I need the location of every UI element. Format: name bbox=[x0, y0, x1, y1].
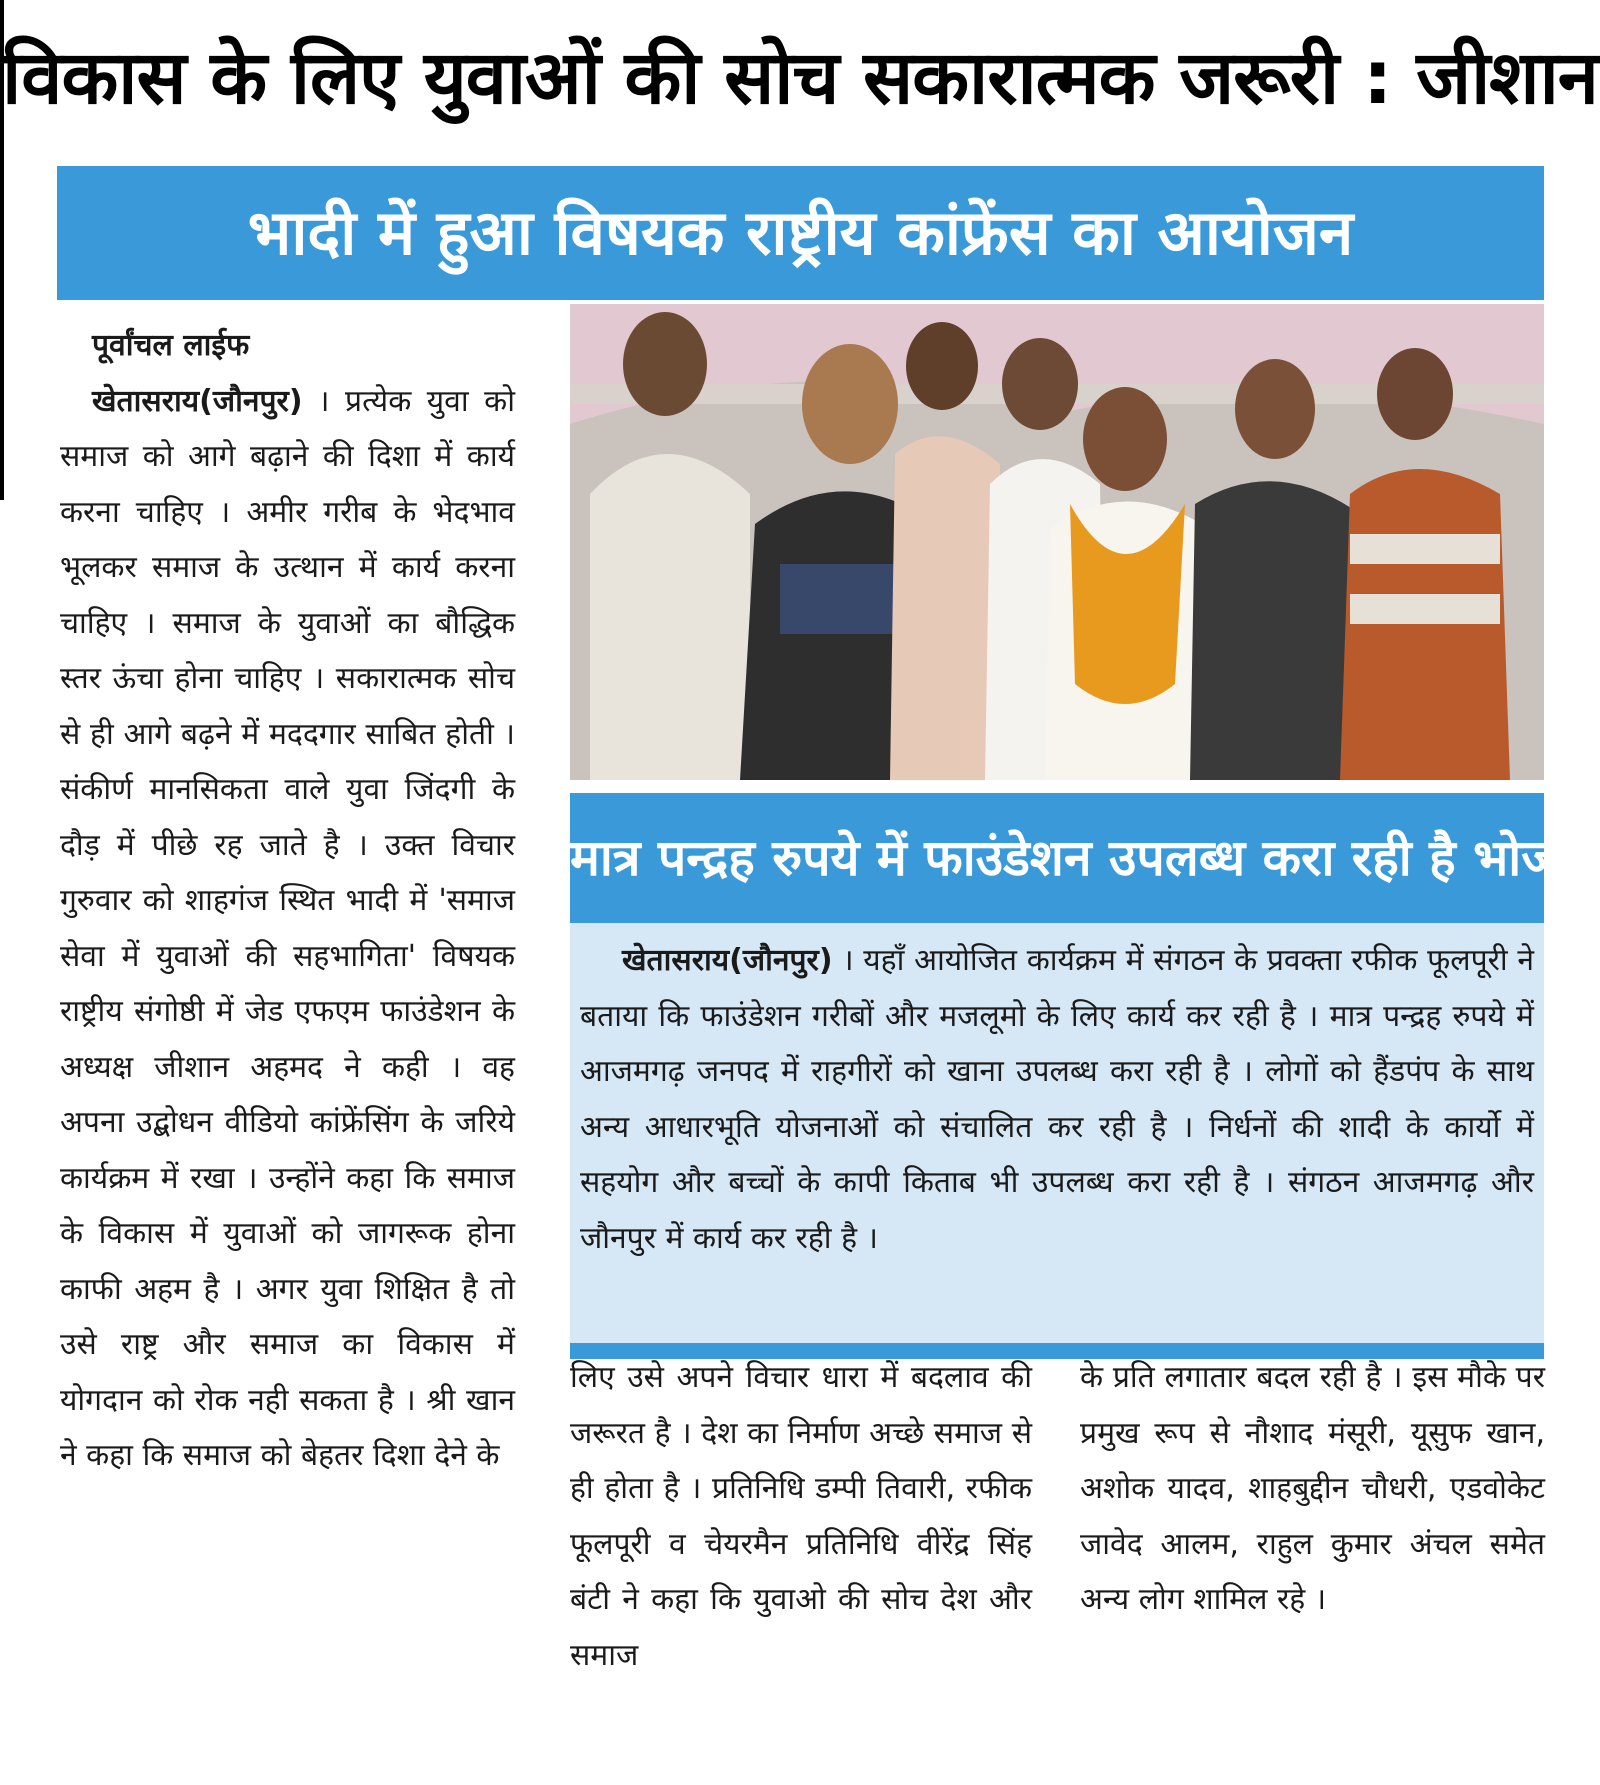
subheadline-banner: भादी में हुआ विषयक राष्ट्रीय कांफ्रेंस का आयोजन bbox=[57, 166, 1544, 300]
article-column-2: लिए उसे अपने विचार धारा में बदलाव की जरूरत है । देश का निर्माण अच्छे समाज से ही होता है । प्रतिनिधि डम्पी तिवारी, रफीक फूलपूरी व चेयरमैन प्रतिनिधि वीरेंद्र सिंह बंटी ने कहा कि युवाओ की सोच देश और समाज bbox=[570, 1360, 1032, 1673]
article-dateline: खेतासराय(जौनपुर) bbox=[92, 383, 303, 419]
article-text-col1: । प्रत्येक युवा को समाज को आगे बढ़ाने की दिशा में कार्य करना चाहिए । अमीर गरीब के भेदभाव भूलकर समाज के उत्थान में कार्य करना चाहिए । समाज के युवाओं का बौद्धिक स्तर ऊंचा होना चाहिए । सकारात्मक सोच से ही आगे बढ़ने में मददगार साबित होती । संकीर्ण मानसिकता वाले युवा जिंदगी के दौड़ में पीछे रह जाते है । उक्त विचार गुरुवार को शाहगंज स्थित भादी में 'समाज सेवा में युवाओं की सहभागिता' विषयक राष्ट्रीय संगोष्ठी में जेड एफएम फाउंडेशन के अध्यक्ष जीशान अहमद ने कही । वह अपना उद्बोधन वीडियो कांफ्रेंसिंग के जरिये कार्यक्रम में रखा । उन्होंने कहा कि समाज के विकास में युवाओं को जागरूक होना काफी अहम है । अगर युवा शिक्षित है तो उसे राष्ट्र और समाज का विकास में योगदान को रोक नही सकता है । श्री खान ने कहा कि समाज को बेहतर दिशा देने के bbox=[60, 383, 515, 1473]
byline: पूर्वांचल लाईफ bbox=[92, 328, 250, 363]
sidebar-box bbox=[570, 793, 1587, 1359]
sidebar-headline: मात्र पन्द्रह रुपये में फाउंडेशन उपलब्ध करा रही है भोजन bbox=[570, 793, 1544, 923]
article-column-3: के प्रति लगातार बदल रही है । इस मौके पर प्रमुख रूप से नौशाद मंसूरी, यूसुफ खान, अशोक यादव, शाहबुद्दीन चौधरी, एडवोकेट जावेद आलम, राहुल कुमार अंचल समेत अन्य लोग शामिल रहे । bbox=[1080, 1360, 1545, 1617]
sidebar-text: । यहाँ आयोजित कार्यक्रम में संगठन के प्रवक्ता रफीक फूलपूरी ने बताया कि फाउंडेशन गरीबों और मजलूमो के लिए कार्य कर रही है । मात्र पन्द्रह रुपये में आजमगढ़ जनपद में राहगीरों को खाना उपलब्ध करा रही है । लोगों को हैंडपंप के साथ अन्य आधारभूति योजनाओं को संचालित कर रही है । निर्धनों की शादी के कार्यो में सहयोग और बच्चों के कापी किताब भी उपलब्ध करा रही है । संगठन आजमगढ़ और जौनपुर में कार्य कर रही है । bbox=[580, 943, 1534, 1256]
article-column-1 bbox=[60, 318, 515, 1484]
event-photo bbox=[570, 304, 1544, 780]
main-headline: विकास के लिए युवाओं की सोच सकारात्मक जरूरी : जीशान bbox=[2, 35, 1598, 121]
sidebar-body bbox=[580, 933, 1534, 1266]
sidebar-dateline: खेतासराय(जौनपुर) bbox=[622, 943, 833, 978]
